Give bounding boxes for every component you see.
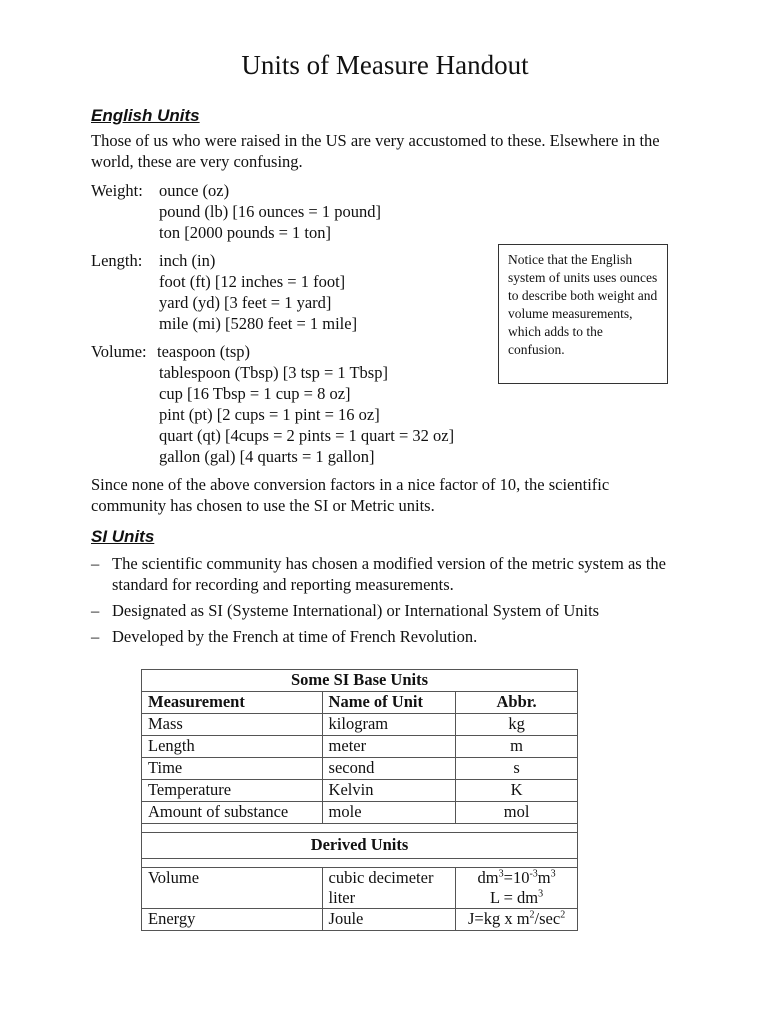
table-row xyxy=(142,868,578,909)
table-cell xyxy=(322,868,456,909)
table-spacer-row xyxy=(142,824,578,833)
length-label: Length: xyxy=(91,251,143,270)
list-item: mile (mi) [5280 feet = 1 mile] xyxy=(159,314,358,333)
abbr-part: L = dm xyxy=(490,888,539,907)
bullet-text: The scientific community has chosen a modified version of the metric system as the standard for recording and reporting measurements. xyxy=(112,554,666,594)
dash-bullet-icon: – xyxy=(91,627,100,646)
page-title: Units of Measure Handout xyxy=(241,50,529,80)
abbr-part: dm xyxy=(477,868,499,887)
table-row xyxy=(142,736,578,758)
table-cell: Length xyxy=(142,736,323,758)
abbr-sup: 2 xyxy=(560,909,566,921)
list-item: teaspoon (tsp) xyxy=(157,342,251,361)
table-cell: second xyxy=(322,758,456,780)
bullet-text: Designated as SI (Systeme International) or International System of Units xyxy=(112,601,600,620)
table-cell: s xyxy=(456,758,578,780)
list-item: yard (yd) [3 feet = 1 yard] xyxy=(159,293,332,312)
volume-unit-cubic-decimeter: cubic decimeter xyxy=(328,868,434,887)
table-cell: meter xyxy=(322,736,456,758)
table-cell: Mass xyxy=(142,714,323,736)
list-item: pint (pt) [2 cups = 1 pint = 16 oz] xyxy=(159,405,380,424)
abbr-part: m xyxy=(537,868,551,887)
abbr-part: =10 xyxy=(503,868,530,887)
volume-unit-liter: liter xyxy=(328,888,356,907)
english-conclusion: Since none of the above conversion factors in a nice factor of 10, the scientific community has chosen to use the SI or Metric units. xyxy=(91,475,610,515)
table-cell: Amount of substance xyxy=(142,802,323,824)
dash-bullet-icon: – xyxy=(91,601,100,620)
list-item: tablespoon (Tbsp) [3 tsp = 1 Tbsp] xyxy=(159,363,388,382)
table-cell: Energy xyxy=(142,909,323,931)
list-item: ton [2000 pounds = 1 ton] xyxy=(159,223,332,242)
table-title-row xyxy=(142,670,578,692)
table-cell: K xyxy=(456,780,578,802)
list-item: foot (ft) [12 inches = 1 foot] xyxy=(159,272,346,291)
abbr-sup: 3 xyxy=(498,868,504,880)
dash-bullet-icon: – xyxy=(91,554,100,573)
table-cell xyxy=(456,868,578,909)
english-units-heading: English Units xyxy=(91,106,200,125)
list-item: ounce (oz) xyxy=(159,181,230,200)
column-header: Name of Unit xyxy=(322,692,456,714)
list-item: quart (qt) [4cups = 2 pints = 1 quart = 32 oz] xyxy=(159,426,455,445)
table-row xyxy=(142,909,578,931)
table-cell: Joule xyxy=(322,909,456,931)
table-cell: m xyxy=(456,736,578,758)
bullet-text: Developed by the French at time of French Revolution. xyxy=(112,627,478,646)
list-item: gallon (gal) [4 quarts = 1 gallon] xyxy=(159,447,375,466)
abbr-sup: 3 xyxy=(550,868,556,880)
abbr-sup: -3 xyxy=(529,868,538,880)
weight-label: Weight: xyxy=(91,181,143,200)
table-cell: Volume xyxy=(142,868,323,909)
table-header-row xyxy=(142,692,578,714)
si-units-heading: SI Units xyxy=(91,527,155,546)
table-cell: kilogram xyxy=(322,714,456,736)
table-cell: kg xyxy=(456,714,578,736)
table-cell: mole xyxy=(322,802,456,824)
abbr-part: J=kg x m xyxy=(467,909,530,928)
english-intro: Those of us who were raised in the US are very accustomed to these. Elsewhere in the world, these are very confusing. xyxy=(91,131,660,171)
list-item: pound (lb) [16 ounces = 1 pound] xyxy=(159,202,381,221)
volume-abbr-dm3 xyxy=(462,868,571,888)
table-spacer-row xyxy=(142,859,578,868)
si-units-table xyxy=(141,669,578,931)
column-header: Abbr. xyxy=(456,692,578,714)
table-row xyxy=(142,802,578,824)
table-cell xyxy=(456,909,578,931)
derived-units-title: Derived Units xyxy=(142,833,578,859)
list-item: cup [16 Tbsp = 1 cup = 8 oz] xyxy=(159,384,351,403)
table-row xyxy=(142,758,578,780)
abbr-sup: 3 xyxy=(538,888,544,900)
derived-title-row xyxy=(142,833,578,859)
volume-abbr-liter xyxy=(462,888,571,908)
volume-label: Volume: xyxy=(91,342,147,361)
abbr-part: /sec xyxy=(534,909,561,928)
column-header: Measurement xyxy=(142,692,323,714)
table-title: Some SI Base Units xyxy=(142,670,578,692)
list-item xyxy=(91,553,716,595)
list-item: inch (in) xyxy=(159,251,216,270)
table-row xyxy=(142,780,578,802)
abbr-sup: 2 xyxy=(529,909,535,921)
table-row xyxy=(142,714,578,736)
table-cell: Kelvin xyxy=(322,780,456,802)
table-cell: Time xyxy=(142,758,323,780)
table-cell: Temperature xyxy=(142,780,323,802)
table-cell: mol xyxy=(456,802,578,824)
list-item xyxy=(91,600,716,621)
list-item xyxy=(91,626,716,647)
confusion-note-box: Notice that the English system of units uses ounces to describe both weight and volume measurements, which adds to the confusion. xyxy=(498,244,668,384)
